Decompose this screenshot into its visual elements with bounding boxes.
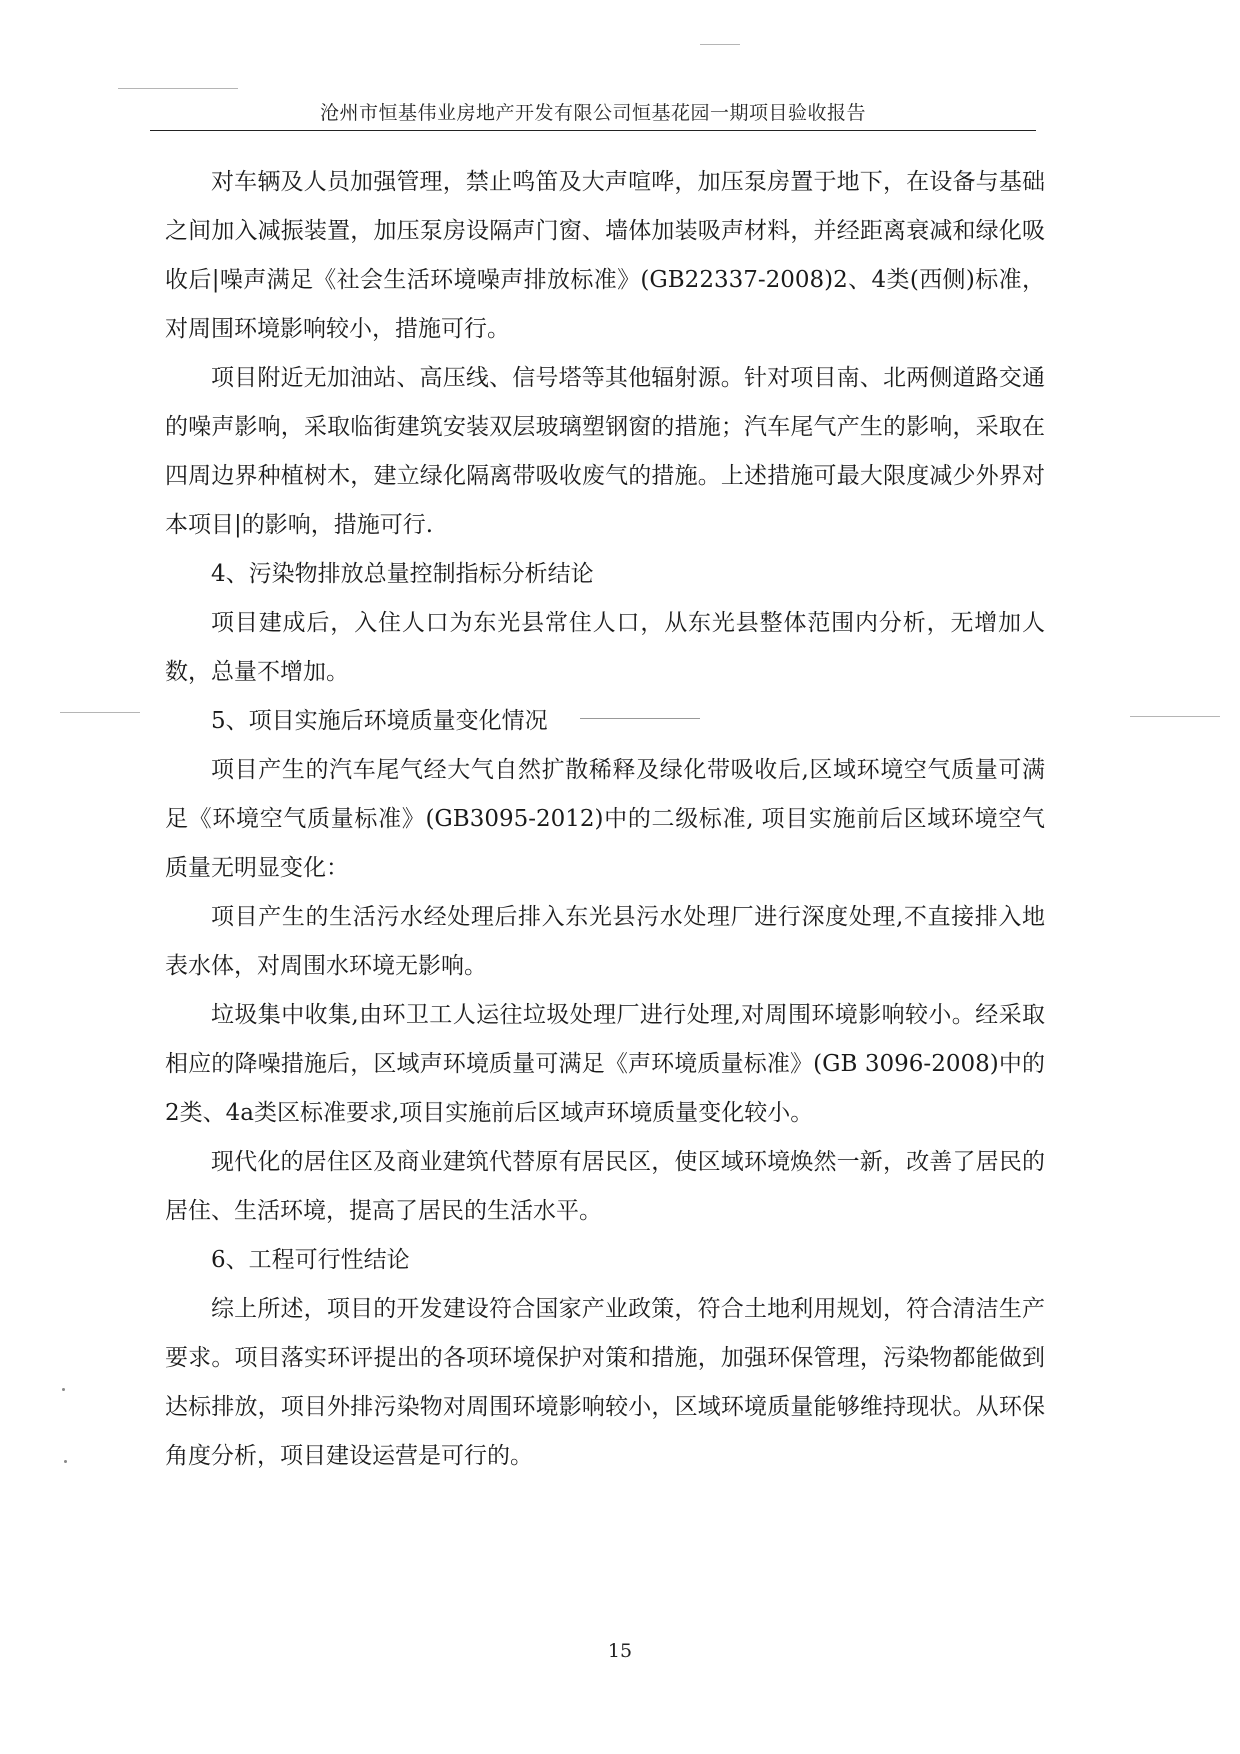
paragraph-air-quality: 项目产生的汽车尾气经大气自然扩散稀释及绿化带吸收后,区域环境空气质量可满足《环境空气质量标准》(GB3095-2012)中的二级标准, 项目实施前后区域环境空气质量无明显变化： — [165, 757, 1045, 881]
paragraph-noise-measures: 对车辆及人员加强管理，禁止鸣笛及大声喧哗，加压泵房置于地下，在设备与基础之间加入减振装置，加压泵房设隔声门窗、墙体加装吸声材料，并经距离衰减和绿化吸收后|噪声满足《社会生活环境噪声排放标准》(GB22337-2008)2、4类(西侧)标准，对周围环境影响较小，措施可行。 — [165, 169, 1045, 342]
paragraph-conclusion: 综上所述，项目的开发建设符合国家产业政策，符合土地利用规划，符合清洁生产要求。项目落实环评提出的各项环境保护对策和措施，加强环保管理，污染物都能做到达标排放，项目外排污染物对周围环境影响较小，区域环境质量能够维持现状。从环保角度分析，项目建设运营是可行的。 — [165, 1296, 1045, 1469]
paragraph-wastewater: 项目产生的生活污水经处理后排入东光县污水处理厂进行深度处理,不直接排入地表水体，对周围水环境无影响。 — [165, 904, 1045, 979]
document-body — [165, 158, 1045, 1481]
scan-mark — [1130, 716, 1220, 717]
page-number: 15 — [607, 1640, 633, 1662]
section-heading-4: 4、污染物排放总量控制指标分析结论 — [211, 561, 594, 587]
scan-dot — [64, 1460, 67, 1463]
section-heading-6: 6、工程可行性结论 — [211, 1247, 410, 1273]
page-header — [150, 96, 1036, 131]
scan-mark — [60, 712, 140, 713]
header-title: 沧州市恒基伟业房地产开发有限公司恒基花园一期项目验收报告 — [319, 102, 866, 124]
paragraph-garbage-noise: 垃圾集中收集,由环卫工人运往垃圾处理厂进行处理,对周围环境影响较小。经采取相应的降噪措施后，区域声环境质量可满足《声环境质量标准》(GB 3096-2008)中的2类、4a类区标准要求,项目实施前后区域声环境质量变化较小。 — [165, 1002, 1045, 1126]
scan-mark — [700, 44, 740, 45]
paragraph-radiation-sources: 项目附近无加油站、高压线、信号塔等其他辐射源。针对项目南、北两侧道路交通的噪声影响，采取临街建筑安装双层玻璃塑钢窗的措施；汽车尾气产生的影响，采取在四周边界种植树木，建立绿化隔离带吸收废气的措施。上述措施可最大限度减少外界对本项目|的影响，措施可行. — [165, 365, 1045, 538]
scan-dot — [62, 1388, 65, 1391]
scan-mark — [118, 88, 238, 89]
paragraph-population: 项目建成后，入住人口为东光县常住人口，从东光县整体范围内分析，无增加人数，总量不增加。 — [165, 610, 1045, 685]
paragraph-residential: 现代化的居住区及商业建筑代替原有居民区，使区域环境焕然一新，改善了居民的居住、生活环境，提高了居民的生活水平。 — [165, 1149, 1045, 1224]
section-heading-5: 5、项目实施后环境质量变化情况 — [211, 708, 548, 734]
